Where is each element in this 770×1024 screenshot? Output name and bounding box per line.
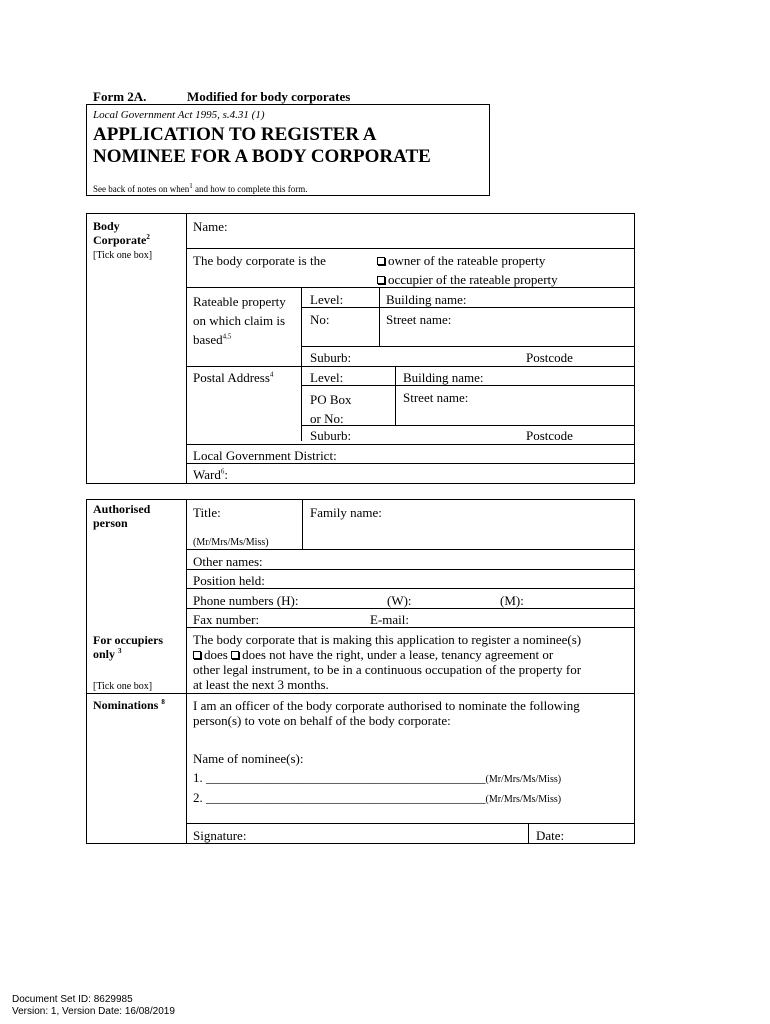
postal-suburb-label: Suburb: [310,428,352,443]
postal-postcode-label: Postcode [526,428,573,443]
title-hint: (Mr/Mrs/Ms/Miss) [193,537,269,548]
postal-building-name-label: Building name: [403,370,484,385]
name-field[interactable] [230,215,630,245]
po-box-label: PO Box or No: [310,392,352,426]
owner-option: owner of the rateable property [377,253,545,268]
postal-address-label: Postal Address$^4$ [193,370,274,385]
email-label: E-mail: [370,612,409,627]
nominee-2-line[interactable]: 2. ___________________________________________(Mr/Mrs/Ms/Miss) [193,790,562,805]
name-label: Name: [193,219,228,234]
page-title-line2: NOMINEE FOR A BODY CORPORATE [93,146,431,167]
notes-reference: See back of notes on when$^1$ and how to complete this form. [93,182,308,194]
ward-label: Ward$^6$: [193,467,228,482]
form-modification: Modified for body corporates [187,89,351,104]
number-label: No: [310,312,330,327]
occupiers-tick-hint: [Tick one box] [93,681,153,692]
form-number: Form 2A. [93,89,147,104]
version-info: Version: 1, Version Date: 16/08/2019 [12,1006,175,1017]
phone-work-label: (W): [387,593,412,608]
title-label: Title: [193,505,221,520]
phone-mobile-label: (M): [500,593,524,608]
level-label: Level: [310,292,344,307]
tick-one-box-hint: [Tick one box] [93,250,153,261]
fax-label: Fax number: [193,612,260,627]
date-label: Date: [536,828,565,843]
nominee-names-label: Name of nominee(s): [193,751,304,766]
signature-field[interactable] [260,825,524,843]
occupier-checkbox[interactable] [377,276,385,284]
body-corporate-is-label: The body corporate is the [193,253,326,268]
act-reference: Local Government Act 1995, s.4.31 (1) [93,109,265,121]
signature-label: Signature: [193,828,247,843]
suburb-label: Suburb: [310,350,352,365]
phone-home-label: Phone numbers (H): [193,593,299,608]
postal-level-label: Level: [310,370,344,385]
for-occupiers-label: For occupiers only $^3$ [93,633,164,661]
does-checkbox[interactable] [193,651,201,659]
postcode-label: Postcode [526,350,573,365]
authorised-person-label: Authorised person [93,502,151,530]
rateable-property-label: Rateable property on which claim is based$^{4,5}$ [193,294,286,347]
does-not-checkbox[interactable] [231,651,239,659]
building-name-label: Building name: [386,292,467,307]
nominations-statement: I am an officer of the body corporate authorised to nominate the following person(s) to vote on behalf of the body corporate: [193,698,580,728]
page-title-line1: APPLICATION TO REGISTER A [93,124,377,145]
street-name-label: Street name: [386,312,452,327]
position-held-label: Position held: [193,573,265,588]
local-government-district-label: Local Government District: [193,448,337,463]
body-corporate-label: Body Corporate$^2$ [93,219,150,247]
document-set-id: Document Set ID: 8629985 [12,994,133,1005]
owner-checkbox[interactable] [377,257,385,265]
family-name-label: Family name: [310,505,382,520]
occupier-statement: The body corporate that is making this application to register a nominee(s) does does not have the right, under a lease, tenancy agreement or other legal instrument, to be in a continuous occupation of the property for at least the next 3 months. [193,632,582,692]
occupier-option: occupier of the rateable property [377,272,558,287]
postal-street-name-label: Street name: [403,390,469,405]
nominee-1-line[interactable]: 1. ___________________________________________(Mr/Mrs/Ms/Miss) [193,770,562,785]
other-names-label: Other names: [193,554,263,569]
nominations-label: Nominations $^8$ [93,698,165,712]
date-field[interactable] [570,825,632,843]
